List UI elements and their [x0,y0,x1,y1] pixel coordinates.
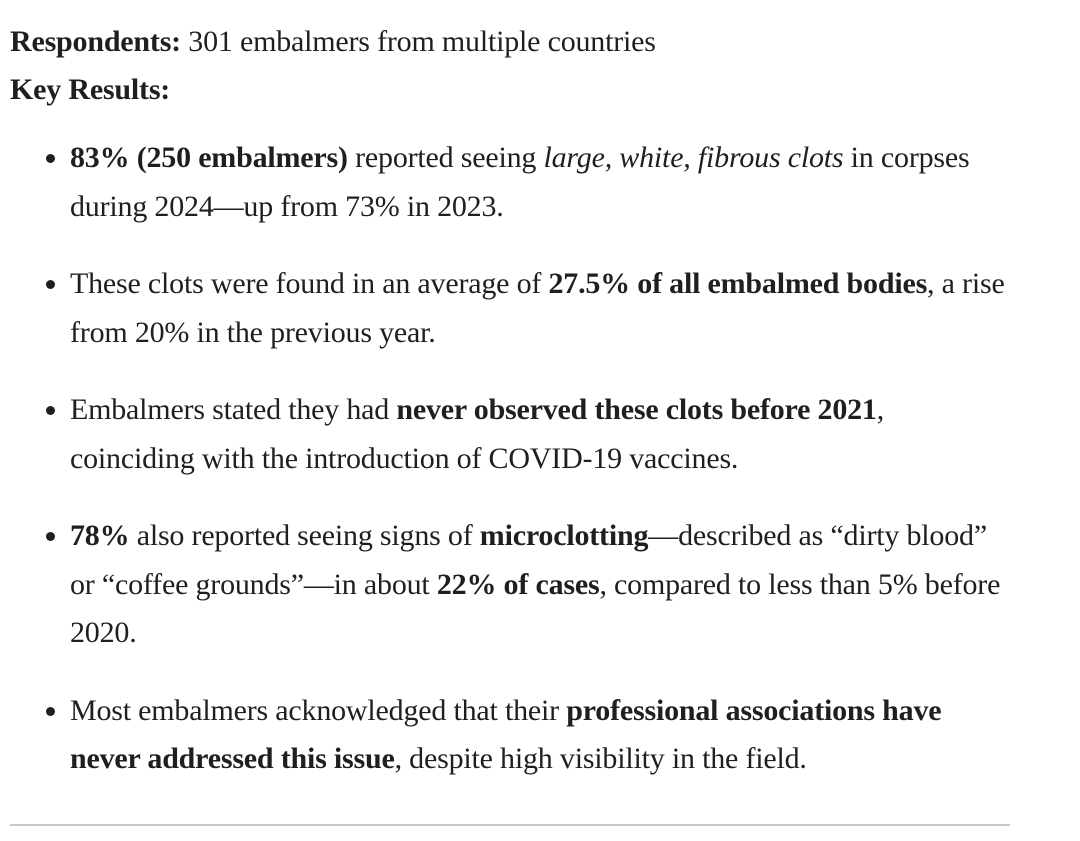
respondents-label: Respondents: [10,25,181,58]
result-item [10,386,1010,483]
bullet-icon [46,532,55,541]
result-item [10,134,1010,231]
key-results-label: Key Results: [10,73,171,106]
result-1-stat: 83% (250 embalmers) [70,141,348,174]
result-item [10,512,1010,658]
result-4-stat-cases: 22% of cases [436,567,600,601]
result-5-emphasis: professional associations have never addressed this issue [70,693,942,775]
horizontal-divider [10,824,1010,826]
result-1-text-end: in corpses during 2024—up from 73% in 2023. [70,141,970,223]
result-3-text: Embalmers stated they had [70,393,397,426]
respondents-value: 301 embalmers from multiple countries [180,25,656,58]
result-2-text: These clots were found in an average of [70,267,549,300]
result-4-text-end: , compared to less than 5% before 2020. [70,567,1001,649]
result-4-text: also reported seeing signs of [129,519,480,552]
result-1-text: reported seeing [347,141,544,174]
respondents-line [10,18,1010,66]
result-5-text: Most embalmers acknowledged that their [70,693,567,727]
result-3-text-end: , coinciding with the introduction of COVID-19 vaccines. [70,393,885,475]
result-4-text-mid: —described as “dirty blood” or “coffee grounds”—in about [70,519,987,601]
result-5-text-end: , despite high visibility in the field. [394,742,807,775]
result-3-stat: never observed these clots before 2021 [396,393,877,426]
result-4-term: microclotting [479,519,649,552]
bullet-icon [46,154,55,163]
result-2-stat: 27.5% of all embalmed bodies [548,267,928,300]
bullet-icon [46,406,55,415]
result-1-emphasis: large, white, fibrous clots [543,141,844,174]
result-item [10,260,1010,357]
bullet-icon [46,280,55,289]
result-4-stat: 78% [70,519,130,552]
key-results-list [10,134,1010,784]
bullet-icon [46,707,55,716]
key-results-line [10,66,1010,114]
result-item [10,687,1010,784]
article-section [10,18,1010,813]
result-2-text-end: , a rise from 20% in the previous year. [70,267,1005,349]
